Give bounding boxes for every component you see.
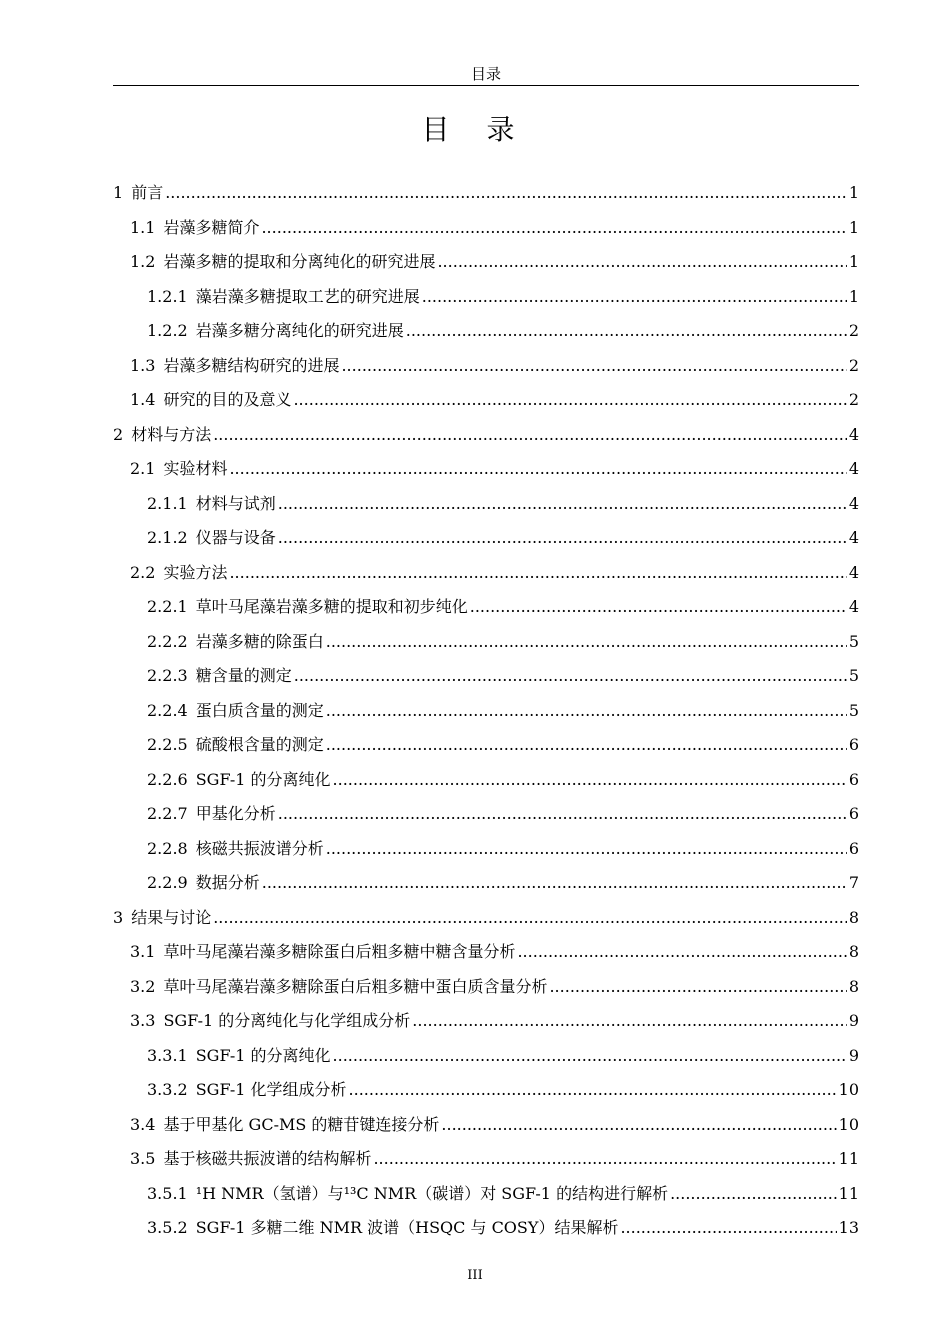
toc-entry-title: 实验方法 — [163, 562, 228, 582]
toc-entry-title: 甲基化分析 — [195, 804, 276, 823]
toc-entry-page: 5 — [848, 666, 859, 685]
toc-entry-title: 仪器与设备 — [195, 528, 276, 547]
toc-entry-number: 1.1 — [130, 217, 156, 237]
toc-leader-dots — [437, 245, 846, 280]
toc-leader-dots — [262, 866, 847, 901]
toc-entry-title: 藻岩藻多糖提取工艺的研究进展 — [195, 286, 420, 306]
toc-entry[interactable] — [113, 935, 859, 970]
toc-entry-title: SGF-1 的分离纯化 — [195, 1045, 331, 1065]
toc-leader-dots — [422, 280, 847, 315]
toc-entry-number: 1.4 — [130, 390, 156, 409]
toc-entry-page: 2 — [848, 390, 859, 409]
toc-entry-page: 7 — [848, 873, 859, 892]
toc-entry-number: 2.2.9 — [147, 873, 188, 892]
toc-entry[interactable] — [113, 763, 859, 798]
toc-entry[interactable] — [113, 452, 859, 487]
toc-entry-number: 2.2.3 — [147, 666, 188, 685]
toc-entry-title: ¹H NMR（氢谱）与¹³C NMR（碳谱）对 SGF-1 的结构进行解析 — [195, 1183, 669, 1203]
toc-entry[interactable] — [113, 866, 859, 901]
toc-entry-title: 材料与试剂 — [195, 493, 276, 513]
toc-entry-title: 岩藻多糖的除蛋白 — [195, 631, 324, 651]
toc-entry-title: SGF-1 的分离纯化与化学组成分析 — [163, 1011, 411, 1030]
toc-entry-page: 4 — [848, 562, 859, 582]
toc-entry[interactable] — [113, 797, 859, 832]
toc-entry-title: 硫酸根含量的测定 — [195, 735, 324, 754]
toc-leader-dots — [165, 176, 847, 211]
toc-entry-page: 5 — [848, 631, 859, 651]
toc-entry-page: 10 — [838, 1114, 859, 1134]
toc-entry[interactable] — [113, 1211, 859, 1246]
toc-entry[interactable] — [113, 970, 859, 1005]
toc-entry-page: 10 — [838, 1080, 859, 1099]
toc-entry-title: 岩藻多糖分离纯化的研究进展 — [195, 321, 404, 340]
toc-entry-number: 3.3 — [130, 1011, 156, 1030]
toc-leader-dots — [261, 211, 846, 246]
toc-entry-number: 2.2.7 — [147, 804, 188, 823]
toc-leader-dots — [333, 1039, 847, 1074]
toc-entry-page: 1 — [848, 183, 859, 202]
toc-entry-number: 2.1.1 — [147, 493, 188, 513]
toc-entry-number: 2.2.1 — [147, 597, 188, 616]
toc-leader-dots — [549, 970, 846, 1005]
toc-entry[interactable] — [113, 280, 859, 315]
toc-entry-number: 2.1 — [130, 459, 156, 478]
toc-entry-page: 6 — [848, 769, 859, 789]
toc-leader-dots — [326, 728, 847, 763]
toc-entry-number: 2.1.2 — [147, 528, 188, 547]
toc-entry-page: 8 — [848, 907, 859, 927]
toc-entry-number: 1.2.2 — [147, 321, 188, 340]
toc-leader-dots — [278, 521, 847, 556]
toc-entry-title: 岩藻多糖的提取和分离纯化的研究进展 — [163, 252, 436, 271]
toc-entry-title: 岩藻多糖结构研究的进展 — [163, 355, 340, 375]
toc-entry-title: 岩藻多糖简介 — [163, 217, 260, 237]
toc-entry-title: 核磁共振波谱分析 — [195, 838, 324, 858]
toc-leader-dots — [341, 349, 846, 384]
toc-entry-page: 6 — [848, 838, 859, 858]
toc-entry[interactable] — [113, 625, 859, 660]
toc-entry-page: 8 — [848, 942, 859, 961]
toc-entry-title: SGF-1 多糖二维 NMR 波谱（HSQC 与 COSY）结果解析 — [195, 1218, 619, 1237]
toc-entry-number: 1.2.1 — [147, 286, 188, 306]
toc-leader-dots — [441, 1108, 836, 1143]
toc-leader-dots — [278, 797, 847, 832]
toc-entry-title: 草叶马尾藻岩藻多糖的提取和初步纯化 — [195, 597, 468, 616]
toc-entry-title: 糖含量的测定 — [195, 666, 292, 685]
toc-entry-page: 1 — [848, 217, 859, 237]
toc-entry-title: 研究的目的及意义 — [163, 390, 292, 409]
running-header: 目录 — [470, 65, 501, 83]
toc-leader-dots — [412, 1004, 847, 1039]
toc-entry[interactable] — [113, 1039, 859, 1074]
toc-leader-dots — [229, 556, 846, 591]
toc-leader-dots — [326, 625, 847, 660]
toc-entry-number: 3.4 — [130, 1114, 156, 1134]
toc-entry-number: 2.2.6 — [147, 769, 188, 789]
toc-entry-title: SGF-1 化学组成分析 — [195, 1080, 347, 1099]
toc-leader-dots — [620, 1211, 836, 1246]
toc-leader-dots — [326, 694, 847, 729]
toc-entry[interactable] — [113, 487, 859, 522]
toc-entry[interactable] — [113, 659, 859, 694]
toc-leader-dots — [470, 590, 847, 625]
toc-entry-page: 11 — [838, 1149, 859, 1168]
toc-entry-page: 2 — [848, 321, 859, 340]
toc-entry-number: 2.2.8 — [147, 838, 188, 858]
toc-entry-number: 3.3.1 — [147, 1045, 188, 1065]
toc-entry-number: 3.1 — [130, 942, 156, 961]
toc-entry-title: 结果与讨论 — [131, 907, 212, 927]
toc-entry-number: 3.2 — [130, 976, 156, 996]
toc-entry-number: 3.5 — [130, 1149, 156, 1168]
toc-entry-page: 2 — [848, 355, 859, 375]
toc-entry-title: 基于甲基化 GC-MS 的糖苷键连接分析 — [163, 1114, 440, 1134]
toc-leader-dots — [294, 659, 847, 694]
toc-entry-number: 2.2 — [130, 562, 156, 582]
toc-entry-page: 8 — [848, 976, 859, 996]
page-title: 目 录 — [421, 113, 529, 146]
toc-entry-number: 1.2 — [130, 252, 156, 271]
toc-leader-dots — [406, 314, 847, 349]
toc-entry[interactable] — [113, 176, 859, 211]
toc-entry-page: 1 — [848, 252, 859, 271]
toc-leader-dots — [349, 1073, 837, 1108]
toc-entry-page: 4 — [848, 528, 859, 547]
toc-entry-page: 4 — [848, 493, 859, 513]
toc-entry-page: 9 — [848, 1011, 859, 1030]
toc-entry-title: 基于核磁共振波谱的结构解析 — [163, 1149, 372, 1168]
toc-entry-number: 2 — [113, 424, 124, 444]
toc-entry-page: 6 — [848, 735, 859, 754]
toc-entry-title: 材料与方法 — [131, 424, 212, 444]
toc-entry-number: 2.2.2 — [147, 631, 188, 651]
toc-entry-number: 3.5.1 — [147, 1183, 188, 1203]
toc-entry[interactable] — [113, 1108, 859, 1143]
toc-leader-dots — [213, 901, 847, 936]
toc-entry-number: 3.5.2 — [147, 1218, 188, 1237]
toc-entry-page: 4 — [848, 424, 859, 444]
toc-entry[interactable] — [113, 901, 859, 936]
toc-entry-title: 蛋白质含量的测定 — [195, 700, 324, 720]
toc-entry[interactable] — [113, 349, 859, 384]
toc-entry-page: 1 — [848, 286, 859, 306]
toc-entry-page: 6 — [848, 804, 859, 823]
toc-entry[interactable] — [113, 314, 859, 349]
toc-entry-number: 3.3.2 — [147, 1080, 188, 1099]
toc-leader-dots — [293, 383, 846, 418]
toc-entry-page: 4 — [848, 459, 859, 478]
toc-entry[interactable] — [113, 556, 859, 591]
toc-entry-page: 13 — [838, 1218, 859, 1237]
toc-entry-title: 实验材料 — [163, 459, 228, 478]
toc-entry[interactable] — [113, 1073, 859, 1108]
toc-entry[interactable] — [113, 245, 859, 280]
toc-entry-number: 2.2.5 — [147, 735, 188, 754]
toc-entry[interactable] — [113, 694, 859, 729]
toc-entry[interactable] — [113, 418, 859, 453]
toc-entry-number: 1.3 — [130, 355, 156, 375]
toc-entry[interactable] — [113, 1177, 859, 1212]
toc-entry[interactable] — [113, 521, 859, 556]
toc-entry-title: 草叶马尾藻岩藻多糖除蛋白后粗多糖中糖含量分析 — [163, 942, 516, 961]
toc-entry-number: 3 — [113, 907, 124, 927]
toc-entry-page: 9 — [848, 1045, 859, 1065]
toc-leader-dots — [213, 418, 847, 453]
toc-entry[interactable] — [113, 832, 859, 867]
toc-entry[interactable] — [113, 1142, 859, 1177]
toc-leader-dots — [229, 452, 846, 487]
toc-entry-title: 草叶马尾藻岩藻多糖除蛋白后粗多糖中蛋白质含量分析 — [163, 976, 548, 996]
toc-leader-dots — [278, 487, 847, 522]
toc-entry[interactable] — [113, 1004, 859, 1039]
toc-leader-dots — [373, 1142, 836, 1177]
toc-entry[interactable] — [113, 590, 859, 625]
toc-entry-title: 前言 — [131, 183, 164, 202]
table-of-contents — [113, 176, 859, 1246]
toc-entry-page: 5 — [848, 700, 859, 720]
toc-entry-number: 1 — [113, 183, 124, 202]
header-rule — [113, 85, 859, 86]
toc-entry[interactable] — [113, 383, 859, 418]
toc-leader-dots — [333, 763, 847, 798]
toc-entry-title: SGF-1 的分离纯化 — [195, 769, 331, 789]
toc-entry-number: 2.2.4 — [147, 700, 188, 720]
toc-leader-dots — [670, 1177, 837, 1212]
toc-leader-dots — [517, 935, 846, 970]
toc-leader-dots — [326, 832, 847, 867]
toc-entry[interactable] — [113, 211, 859, 246]
toc-entry-title: 数据分析 — [195, 873, 260, 892]
toc-entry-page: 11 — [838, 1183, 859, 1203]
toc-entry-page: 4 — [848, 597, 859, 616]
page-number: III — [467, 1268, 483, 1283]
toc-entry[interactable] — [113, 728, 859, 763]
